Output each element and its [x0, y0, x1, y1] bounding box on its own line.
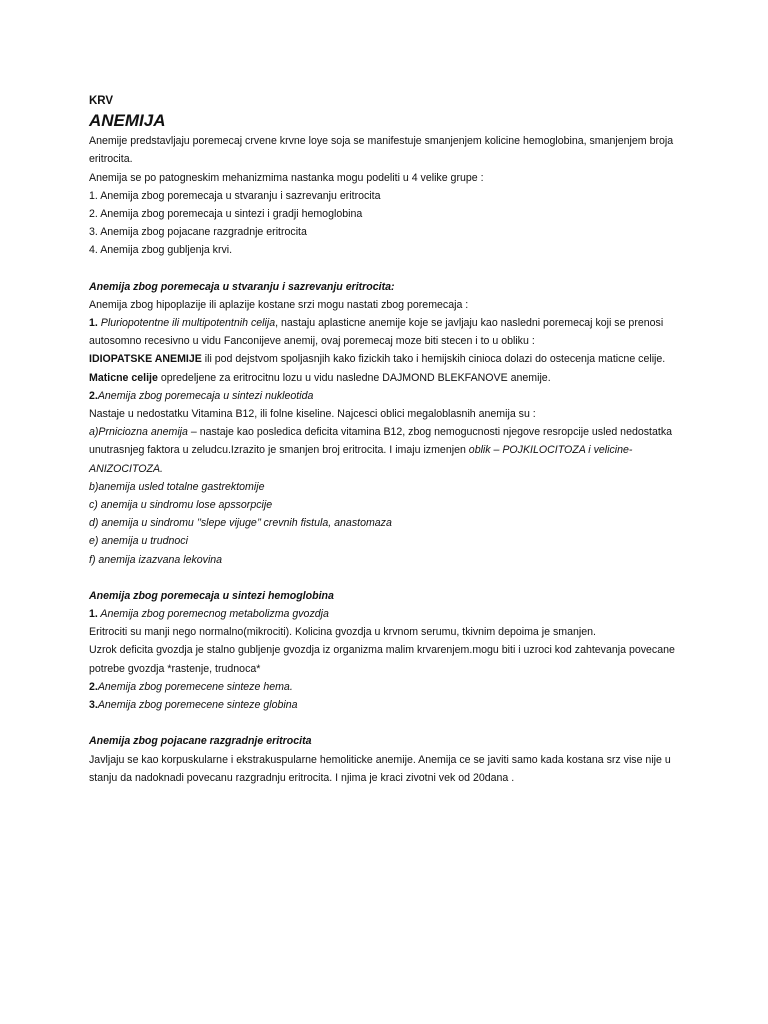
section-heading-1: Anemija zbog poremecaja u stvaranju i sazrevanju eritrocita:: [89, 280, 395, 293]
list-item: f) anemija izazvana lekovina: [89, 553, 223, 566]
paragraph: 2.Anemija zbog poremecaja u sintezi nukleotida: [89, 389, 314, 402]
list-item: e) anemija u trudnoci: [89, 535, 188, 548]
paragraph: IDIOPATSKE ANEMIJE ili pod dejstvom spoljasnjih kako fizickih tako i hemijskih cinioca dolazi do ostecenja maticne celije.: [89, 353, 666, 366]
section-heading-3: Anemija zbog pojacane razgradnje eritrocita: [89, 735, 312, 748]
paragraph: 3.Anemija zbog poremecene sinteze globina: [89, 699, 298, 712]
paragraph: Anemija zbog hipoplazije ili aplazije kostane srzi mogu nastati zbog poremecaja :: [89, 298, 469, 311]
group-item-2: 2. Anemija zbog poremecaja u sintezi i gradji hemoglobina: [89, 208, 363, 221]
group-item-1: 1. Anemija zbog poremecaja u stvaranju i sazrevanju eritrocita: [89, 189, 381, 202]
paragraph: a)Prniciozna anemija – nastaje kao posledica deficita vitamina B12, zbog nemogucnosti njegove resropcije usled nedostatka unutrasnjeg faktora u zeludcu.Izrazito je smanjen broj eritrocita. I imaju izmenjen oblik – POJKILOCITOZA i velicine- ANIZOCITOZA.: [89, 426, 673, 475]
paragraph: Uzrok deficita gvozdja je stalno gubljenje gvozdja iz organizma malim krvarenjem.mogu biti i uzroci kod zahtevanja povecane potrebe gvozdja *rastenje, trudnoca*: [89, 644, 675, 675]
paragraph: Maticne celije opredeljene za eritrocitnu lozu u vidu nasledne DAJMOND BLEKFANOVE anemije.: [89, 371, 551, 384]
group-item-4: 4. Anemija zbog gubljenja krvi.: [89, 244, 233, 257]
list-item: b)anemija usled totalne gastrektomije: [89, 480, 265, 493]
list-item: d) anemija u sindromu ’’slepe vijuge’’ crevnih fistula, anastomaza: [89, 517, 392, 530]
paragraph: Javljaju se kao korpuskularne i ekstrakuspularne hemoliticke anemije. Anemija ce se javiti samo kada kostana srz vise nije u stanju da nadoknadi povecanu razgradnju eritrocita. I njima je kraci zivotni vek od 20dana .: [89, 753, 671, 784]
section-label: KRV: [89, 95, 114, 107]
intro-paragraph-2: Anemija se po patogneskim mehanizmima nastanka mogu podeliti u 4 velike grupe :: [89, 171, 484, 184]
page-title: ANEMIJA: [89, 111, 166, 131]
paragraph: Nastaje u nedostatku Vitamina B12, ili folne kiseline. Najcesci oblici megaloblasnih anemija su :: [89, 408, 536, 421]
paragraph: 1. Pluriopotentne ili multipotentnih celija, nastaju aplasticne anemije koje se javljaju kao nasledni poremecaj koji se prenosi autosomno recesivno u vidu Fanconijeve anemij, ovaj poremecaj moze biti stecen i to u obliku :: [89, 317, 664, 348]
paragraph: Eritrociti su manji nego normalno(mikrociti). Kolicina gvozdja u krvnom serumu, tkivnim depoima je smanjen.: [89, 626, 596, 639]
document-page: [89, 92, 689, 787]
section-heading-2: Anemija zbog poremecaja u sintezi hemoglobina: [89, 589, 334, 602]
paragraph: 1. Anemija zbog poremecnog metabolizma gvozdja: [89, 608, 329, 621]
list-item: c) anemija u sindromu lose apssorpcije: [89, 499, 273, 512]
intro-paragraph: Anemije predstavljaju poremecaj crvene krvne loye soja se manifestuje smanjenjem kolicine hemoglobina, smanjenjem broja eritrocita.: [89, 135, 674, 166]
group-item-3: 3. Anemija zbog pojacane razgradnje eritrocita: [89, 226, 307, 239]
paragraph: 2.Anemija zbog poremecene sinteze hema.: [89, 680, 293, 693]
